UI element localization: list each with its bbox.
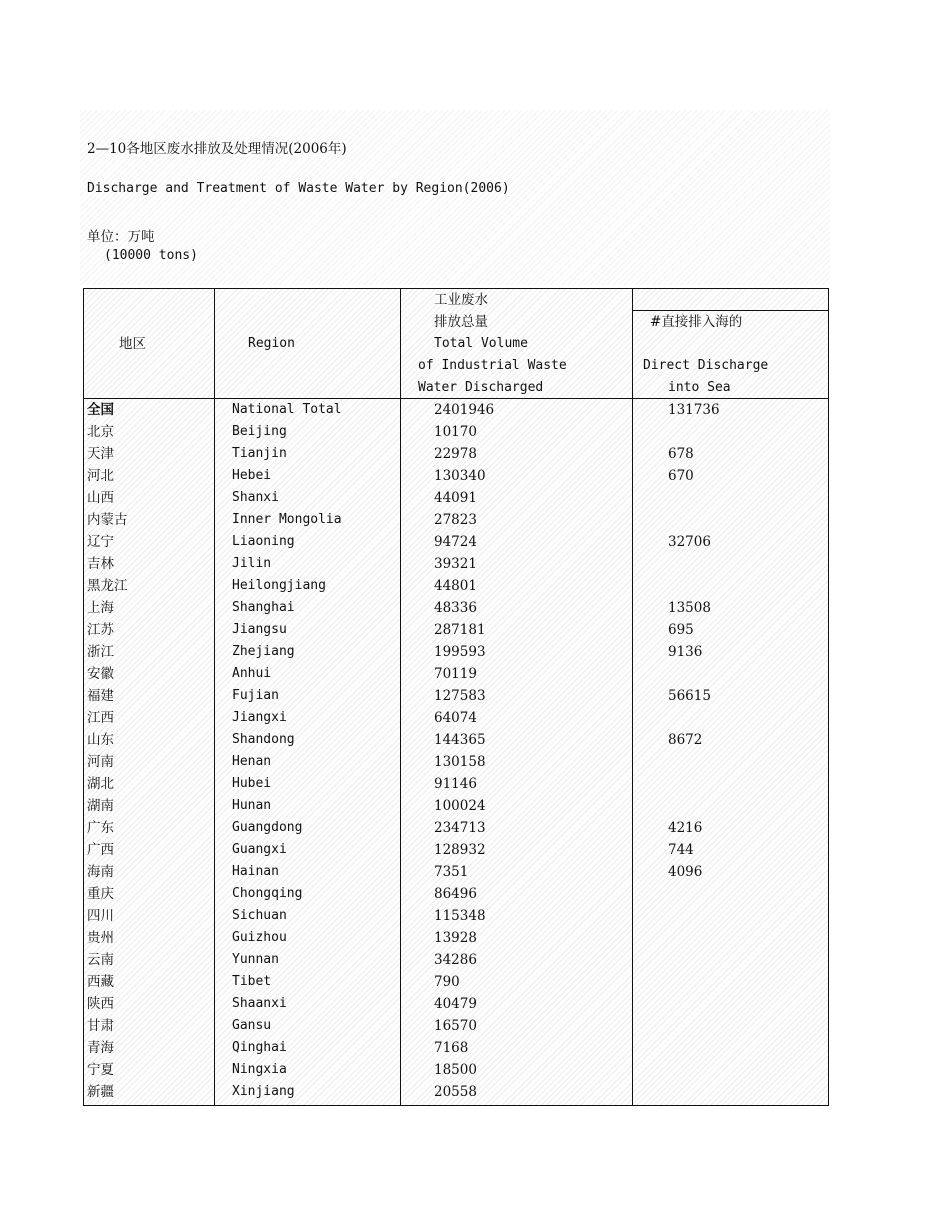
table-row — [84, 883, 828, 905]
total-discharge: 100024 — [434, 798, 486, 814]
region-name-cn: 新疆 — [87, 1084, 114, 1100]
table-row — [84, 817, 828, 839]
table-row — [84, 751, 828, 773]
region-name-cn: 湖南 — [87, 798, 114, 814]
region-name-en: Jiangxi — [232, 710, 287, 725]
region-name-cn: 北京 — [87, 424, 114, 440]
region-name-en: National Total — [232, 402, 342, 417]
table-row — [84, 993, 828, 1015]
region-name-cn: 安徽 — [87, 666, 114, 682]
region-name-cn: 湖北 — [87, 776, 114, 792]
total-discharge: 10170 — [434, 424, 477, 440]
total-discharge: 16570 — [434, 1018, 477, 1034]
region-name-en: Inner Mongolia — [232, 512, 342, 527]
region-name-cn: 云南 — [87, 952, 114, 968]
unit-chinese: 单位：万吨 — [87, 229, 155, 245]
table-row — [84, 663, 828, 685]
sea-discharge: 8672 — [668, 732, 703, 748]
region-name-cn: 西藏 — [87, 974, 114, 990]
total-discharge: 64074 — [434, 710, 477, 726]
region-name-en: Hubei — [232, 776, 272, 791]
region-name-en: Tianjin — [232, 446, 287, 461]
table-row — [84, 795, 828, 817]
total-discharge: 22978 — [434, 446, 477, 462]
table-row — [84, 597, 828, 619]
region-name-en: Shanxi — [232, 490, 279, 505]
sea-discharge: 678 — [668, 446, 694, 462]
region-name-cn: 山西 — [87, 490, 114, 506]
region-name-cn: 宁夏 — [87, 1062, 114, 1078]
total-discharge: 86496 — [434, 886, 477, 902]
region-name-cn: 天津 — [87, 446, 114, 462]
table-row — [84, 1059, 828, 1081]
header-total-cn-2: 排放总量 — [434, 314, 488, 330]
sea-discharge: 9136 — [668, 644, 703, 660]
unit-english: (10000 tons) — [104, 248, 198, 263]
region-name-cn: 甘肃 — [87, 1018, 114, 1034]
region-name-cn: 重庆 — [87, 886, 114, 902]
total-discharge: 2401946 — [434, 402, 495, 418]
header-region-cn: 地区 — [119, 336, 146, 352]
region-name-cn: 贵州 — [87, 930, 114, 946]
table-row — [84, 861, 828, 883]
region-name-cn: 吉林 — [87, 556, 114, 572]
sea-discharge: 670 — [668, 468, 694, 484]
sea-discharge: 131736 — [668, 402, 720, 418]
total-discharge: 27823 — [434, 512, 477, 528]
region-name-en: Anhui — [232, 666, 272, 681]
region-name-en: Ningxia — [232, 1062, 287, 1077]
sea-discharge: 4096 — [668, 864, 703, 880]
table-row — [84, 927, 828, 949]
table-row — [84, 641, 828, 663]
region-name-cn: 山东 — [87, 732, 114, 748]
region-name-en: Liaoning — [232, 534, 295, 549]
region-name-en: Shandong — [232, 732, 295, 747]
region-name-en: Hunan — [232, 798, 272, 813]
table-row — [84, 1015, 828, 1037]
total-discharge: 20558 — [434, 1084, 477, 1100]
sea-discharge: 4216 — [668, 820, 703, 836]
table-row — [84, 531, 828, 553]
total-discharge: 40479 — [434, 996, 477, 1012]
region-name-en: Fujian — [232, 688, 279, 703]
header-sea-cn: #直接排入海的 — [650, 314, 743, 330]
sea-discharge: 56615 — [668, 688, 711, 704]
table-row — [84, 421, 828, 443]
total-discharge: 7168 — [434, 1040, 469, 1056]
table-row — [84, 465, 828, 487]
title-english: Discharge and Treatment of Waste Water by Region(2006) — [87, 181, 510, 196]
region-name-en: Xinjiang — [232, 1084, 295, 1099]
region-name-en: Zhejiang — [232, 644, 295, 659]
total-discharge: 39321 — [434, 556, 477, 572]
total-discharge: 130158 — [434, 754, 486, 770]
region-name-en: Hebei — [232, 468, 272, 483]
region-name-cn: 江苏 — [87, 622, 114, 638]
header-total-en-3: Water Discharged — [418, 380, 544, 395]
total-discharge: 127583 — [434, 688, 486, 704]
sea-discharge: 695 — [668, 622, 694, 638]
waste-water-table — [83, 288, 829, 1106]
total-discharge: 48336 — [434, 600, 477, 616]
total-discharge: 128932 — [434, 842, 486, 858]
table-row — [84, 575, 828, 597]
region-name-en: Guangxi — [232, 842, 287, 857]
table-row — [84, 729, 828, 751]
header-sea-en-2: into Sea — [668, 380, 731, 395]
total-discharge: 70119 — [434, 666, 477, 682]
region-name-en: Jiangsu — [232, 622, 287, 637]
region-name-cn: 上海 — [87, 600, 114, 616]
table-row — [84, 619, 828, 641]
region-name-en: Yunnan — [232, 952, 279, 967]
region-name-en: Sichuan — [232, 908, 287, 923]
total-discharge: 44091 — [434, 490, 477, 506]
region-name-en: Tibet — [232, 974, 272, 989]
total-discharge: 144365 — [434, 732, 486, 748]
header-total-en-2: of Industrial Waste — [418, 358, 567, 373]
total-discharge: 13928 — [434, 930, 477, 946]
total-discharge: 94724 — [434, 534, 477, 550]
table-body — [84, 399, 828, 1103]
table-row — [84, 685, 828, 707]
total-discharge: 91146 — [434, 776, 477, 792]
region-name-cn: 河南 — [87, 754, 114, 770]
region-name-cn: 青海 — [87, 1040, 114, 1056]
total-discharge: 44801 — [434, 578, 477, 594]
region-name-cn: 广东 — [87, 820, 114, 836]
total-discharge: 7351 — [434, 864, 469, 880]
region-name-cn: 四川 — [87, 908, 114, 924]
region-name-cn: 辽宁 — [87, 534, 114, 550]
region-name-en: Gansu — [232, 1018, 272, 1033]
region-name-cn: 黑龙江 — [87, 578, 128, 594]
region-name-en: Hainan — [232, 864, 279, 879]
table-row — [84, 509, 828, 531]
table-row — [84, 1037, 828, 1059]
region-name-en: Beijing — [232, 424, 287, 439]
total-discharge: 199593 — [434, 644, 486, 660]
table-row — [84, 399, 828, 421]
header-total-en-1: Total Volume — [434, 336, 528, 351]
table-row — [84, 949, 828, 971]
table-row — [84, 773, 828, 795]
title-chinese: 2—10各地区废水排放及处理情况(2006年) — [87, 141, 347, 157]
table-row — [84, 905, 828, 927]
sea-discharge: 13508 — [668, 600, 711, 616]
region-name-cn: 江西 — [87, 710, 114, 726]
table-row — [84, 487, 828, 509]
total-discharge: 18500 — [434, 1062, 477, 1078]
table-row — [84, 971, 828, 993]
region-name-en: Shaanxi — [232, 996, 287, 1011]
region-name-cn: 广西 — [87, 842, 114, 858]
region-name-en: Qinghai — [232, 1040, 287, 1055]
region-name-cn: 陕西 — [87, 996, 114, 1012]
table-row — [84, 553, 828, 575]
total-discharge: 790 — [434, 974, 460, 990]
table-row — [84, 839, 828, 861]
region-name-cn: 全国 — [87, 402, 114, 418]
region-name-en: Henan — [232, 754, 272, 769]
header-sea-en-1: Direct Discharge — [643, 358, 769, 373]
total-discharge: 287181 — [434, 622, 486, 638]
table-row — [84, 443, 828, 465]
region-name-en: Guizhou — [232, 930, 287, 945]
table-row — [84, 1081, 828, 1103]
header-region-en: Region — [248, 336, 295, 351]
region-name-en: Guangdong — [232, 820, 303, 835]
region-name-en: Chongqing — [232, 886, 303, 901]
region-name-en: Shanghai — [232, 600, 295, 615]
region-name-cn: 浙江 — [87, 644, 114, 660]
sea-discharge: 744 — [668, 842, 694, 858]
total-discharge: 34286 — [434, 952, 477, 968]
table-row — [84, 707, 828, 729]
header-total-cn-1: 工业废水 — [434, 292, 488, 308]
sea-discharge: 32706 — [668, 534, 711, 550]
region-name-cn: 海南 — [87, 864, 114, 880]
region-name-cn: 福建 — [87, 688, 114, 704]
region-name-en: Heilongjiang — [232, 578, 326, 593]
region-name-en: Jilin — [232, 556, 272, 571]
region-name-cn: 河北 — [87, 468, 114, 484]
total-discharge: 130340 — [434, 468, 486, 484]
total-discharge: 115348 — [434, 908, 486, 924]
region-name-cn: 内蒙古 — [87, 512, 128, 528]
total-discharge: 234713 — [434, 820, 486, 836]
